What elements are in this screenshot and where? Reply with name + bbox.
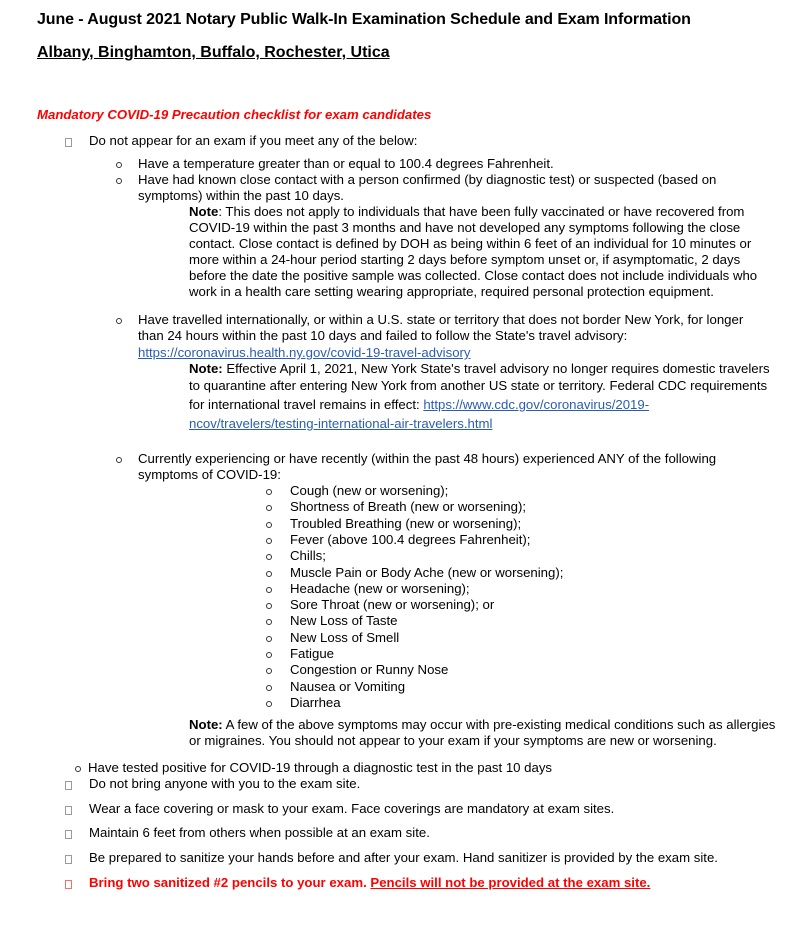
circle-bullet-icon <box>266 668 272 674</box>
symptom-item: Headache (new or worsening); <box>290 581 470 596</box>
circle-bullet-icon <box>266 554 272 560</box>
circle-bullet-icon <box>116 457 122 463</box>
rule-item: Do not bring anyone with you to the exam site. <box>89 776 361 791</box>
travel-note-line: Note: Effective April 1, 2021, New York State's travel advisory no longer requires domestic travelers <box>189 361 770 376</box>
symptom-item: Troubled Breathing (new or worsening); <box>290 516 522 531</box>
checkbox-icon[interactable] <box>65 806 72 815</box>
contact-note-line: Note: This does not apply to individuals that have been fully vaccinated or have recovered from <box>189 204 745 219</box>
pencils-rule: Bring two sanitized #2 pencils to your exam. Pencils will not be provided at the exam site. <box>89 875 651 890</box>
symptom-item: Fever (above 100.4 degrees Fahrenheit); <box>290 532 531 547</box>
symptom-item: Diarrhea <box>290 695 341 710</box>
symptom-item: Muscle Pain or Body Ache (new or worsening); <box>290 565 564 580</box>
circle-bullet-icon <box>266 636 272 642</box>
cdc-link-continued[interactable]: ncov/travelers/testing-international-air-travelers.html <box>189 416 493 431</box>
travel-advisory-link[interactable]: https://coronavirus.health.ny.gov/covid-19-travel-advisory <box>138 345 471 360</box>
exam-cities: Albany, Binghamton, Buffalo, Rochester, Utica <box>37 44 390 61</box>
symptom-item: New Loss of Taste <box>290 613 398 628</box>
circle-bullet-icon <box>266 652 272 658</box>
condition-tested-positive: Have tested positive for COVID-19 through a diagnostic test in the past 10 days <box>88 760 553 775</box>
pencils-warning: Pencils will not be provided at the exam site. <box>370 875 651 890</box>
symptoms-note-line: or migraines. You should not appear to your exam if your symptoms are new or worsening. <box>189 733 717 748</box>
circle-bullet-icon <box>266 489 272 495</box>
page-title: June - August 2021 Notary Public Walk-In Examination Schedule and Exam Information <box>37 11 691 28</box>
checkbox-icon[interactable] <box>65 830 72 839</box>
symptom-item: Chills; <box>290 548 326 563</box>
circle-bullet-icon <box>266 603 272 609</box>
note-label: Note <box>189 204 219 219</box>
contact-note-line: more within a 24-hour period starting 2 days before symptom unset or, if asymptomatic, 2 days <box>189 252 741 267</box>
symptom-item: Congestion or Runny Nose <box>290 662 449 677</box>
cdc-link[interactable]: https://www.cdc.gov/coronavirus/2019- <box>423 397 650 412</box>
condition-symptoms-line1: Currently experiencing or have recently (within the past 48 hours) experienced ANY of the following <box>138 451 717 466</box>
do-not-appear-text: Do not appear for an exam if you meet any of the below: <box>89 133 418 148</box>
symptom-item: Cough (new or worsening); <box>290 483 449 498</box>
travel-note-line: to quarantine after entering New York from another US state or territory. Federal CDC requirements <box>189 378 768 393</box>
circle-bullet-icon <box>266 619 272 625</box>
condition-contact-line2: symptoms) within the past 10 days. <box>138 188 344 203</box>
contact-note-line: COVID-19 within the past 3 months and have not developed any symptoms following the close <box>189 220 741 235</box>
rule-item: Be prepared to sanitize your hands before and after your exam. Hand sanitizer is provided by the exam site. <box>89 850 718 865</box>
condition-travel-line2: than 24 hours within the past 10 days and failed to follow the State's travel advisory: <box>138 328 628 343</box>
symptom-item: New Loss of Smell <box>290 630 400 645</box>
checkbox-icon[interactable] <box>65 855 72 864</box>
circle-bullet-icon <box>75 766 81 772</box>
symptoms-note-line: Note: A few of the above symptoms may occur with pre-existing medical conditions such as allergies <box>189 717 776 732</box>
travel-note-line: for international travel remains in effect: https://www.cdc.gov/coronavirus/2019- <box>189 397 650 412</box>
symptom-item: Shortness of Breath (new or worsening); <box>290 499 527 514</box>
circle-bullet-icon <box>266 685 272 691</box>
circle-bullet-icon <box>116 162 122 168</box>
rule-item: Maintain 6 feet from others when possible at an exam site. <box>89 825 430 840</box>
note-label: Note: <box>189 717 223 732</box>
condition-travel-line1: Have travelled internationally, or within a U.S. state or territory that does not border New York, for longer <box>138 312 744 327</box>
note-label: Note: <box>189 361 223 376</box>
symptom-item: Fatigue <box>290 646 334 661</box>
circle-bullet-icon <box>116 178 122 184</box>
circle-bullet-icon <box>266 522 272 528</box>
checkbox-icon[interactable] <box>65 880 72 889</box>
contact-note-line: contact. Close contact is defined by DOH as being within 6 feet of an individual for 10 minutes or <box>189 236 752 251</box>
checkbox-icon[interactable] <box>65 138 72 147</box>
condition-contact-line1: Have had known close contact with a person confirmed (by diagnostic test) or suspected (based on <box>138 172 717 187</box>
condition-temperature: Have a temperature greater than or equal to 100.4 degrees Fahrenheit. <box>138 156 554 171</box>
contact-note-line: before the date the positive sample was collected. Close contact does not include individuals who <box>189 268 758 283</box>
rule-item: Wear a face covering or mask to your exam. Face coverings are mandatory at exam sites. <box>89 801 615 816</box>
checkbox-icon[interactable] <box>65 781 72 790</box>
circle-bullet-icon <box>266 505 272 511</box>
circle-bullet-icon <box>116 318 122 324</box>
contact-note-line: work in a health care setting wearing appropriate, required personal protection equipment. <box>189 284 714 299</box>
circle-bullet-icon <box>266 538 272 544</box>
circle-bullet-icon <box>266 571 272 577</box>
symptom-item: Nausea or Vomiting <box>290 679 406 694</box>
checklist-heading: Mandatory COVID-19 Precaution checklist for exam candidates <box>37 107 432 122</box>
circle-bullet-icon <box>266 701 272 707</box>
circle-bullet-icon <box>266 587 272 593</box>
condition-symptoms-line2: symptoms of COVID-19: <box>138 467 281 482</box>
symptom-item: Sore Throat (new or worsening); or <box>290 597 495 612</box>
